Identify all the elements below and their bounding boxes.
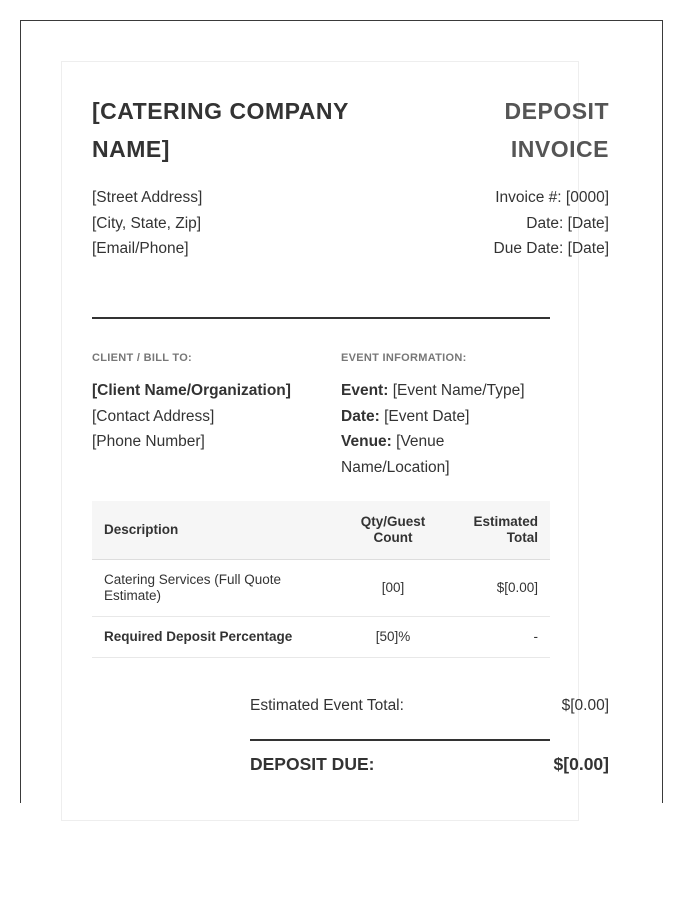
venue-value-line1: [Venue (396, 433, 445, 450)
company-name-line1: [CATERING COMPANY (92, 98, 349, 124)
deposit-divider (250, 739, 550, 741)
event-date-value: [Event Date] (384, 407, 470, 425)
row2-description: Required Deposit Percentage (92, 617, 336, 658)
event-heading: EVENT INFORMATION: (341, 352, 467, 364)
invoice-title-line2: INVOICE (510, 136, 609, 162)
table-row (92, 560, 550, 617)
row2-total: - (450, 617, 550, 658)
company-name (92, 92, 392, 168)
client-block (92, 378, 322, 455)
event-venue-line (341, 429, 551, 455)
col-qty-line1: Qty/Guest (360, 514, 426, 529)
invoice-due-date: Due Date: [Date] (493, 240, 609, 257)
invoice-title (429, 92, 609, 168)
client-address: [Contact Address] (92, 407, 215, 425)
event-date-line (341, 404, 551, 430)
client-name: [Client Name/Organization] (92, 382, 291, 399)
estimated-total-value: $[0.00] (561, 697, 609, 714)
row1-description-line2: Estimate) (104, 588, 162, 603)
venue-label: Venue: (341, 433, 392, 450)
estimated-total-label: Estimated Event Total: (250, 697, 404, 714)
client-heading: CLIENT / BILL TO: (92, 352, 193, 364)
invoice-title-line1: DEPOSIT (504, 98, 609, 124)
invoice-number: Invoice #: [0000] (495, 189, 609, 206)
event-label: Event: (341, 382, 389, 399)
event-value: [Event Name/Type] (392, 382, 525, 399)
table-row (92, 617, 550, 658)
company-name-line2: NAME] (92, 136, 170, 162)
row1-total: $[0.00] (450, 560, 550, 617)
col-total-line2: Total (506, 530, 538, 545)
city-state-zip: [City, State, Zip] (92, 214, 202, 232)
event-block (341, 378, 551, 480)
deposit-due-value: $[0.00] (553, 754, 609, 774)
invoice-date: Date: [Date] (526, 214, 609, 232)
col-description: Description (92, 501, 336, 560)
street-address: [Street Address] (92, 189, 203, 206)
line-items-table (92, 501, 550, 658)
email-phone: [Email/Phone] (92, 240, 189, 257)
col-qty (336, 501, 450, 560)
row1-description (92, 560, 336, 617)
row2-qty: [50]% (336, 617, 450, 658)
client-phone: [Phone Number] (92, 433, 205, 450)
row1-qty: [00] (336, 560, 450, 617)
event-name-line (341, 378, 551, 404)
event-date-label: Date: (341, 407, 380, 425)
company-address-block (92, 185, 202, 262)
table-header-row (92, 501, 550, 560)
col-total-line1: Estimated (473, 514, 538, 529)
venue-value-line2: Name/Location] (341, 458, 450, 476)
invoice-meta-block (494, 185, 609, 262)
col-total (450, 501, 550, 560)
row1-description-line1: Catering Services (Full Quote (104, 572, 282, 587)
deposit-due-label: DEPOSIT DUE: (250, 754, 375, 774)
col-qty-line2: Count (373, 530, 413, 545)
header-divider (92, 317, 550, 319)
